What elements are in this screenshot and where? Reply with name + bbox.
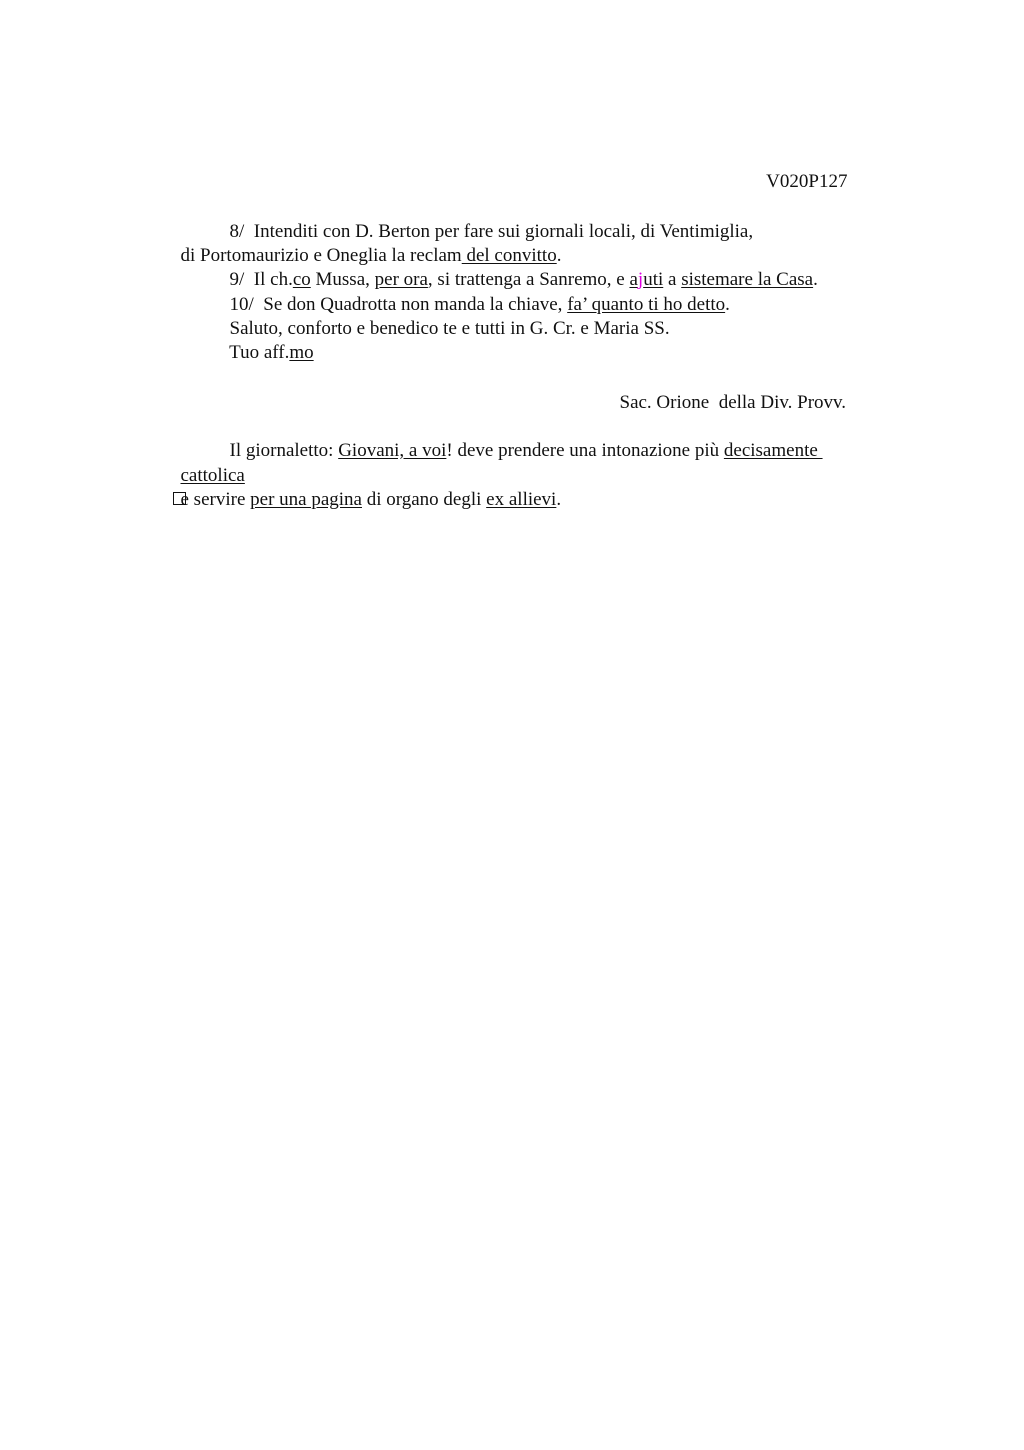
item-9-text-c: , si trattenga a Sanremo, e [427,269,630,290]
postscript-text-b: ! deve prendere una intonazione più [446,440,724,461]
punctuation: . [725,294,730,315]
greeting-text: Saluto, conforto e benedico te e tutti in G. Cr. e Maria SS. [229,318,670,339]
item-8-text: 8/ Intenditi con D. Berton per fare sui giornali locali, di Ventimiglia, [229,221,754,242]
page-code [757,146,847,194]
underlined-text: ex allievi [486,489,557,510]
punctuation: . [813,269,818,290]
underlined-text: uti [643,269,664,290]
underlined-text: sistemare la Casa [681,269,814,290]
punctuation: . [556,245,562,266]
postscript-text-a: Il giornaletto: [229,440,339,461]
postscript-text-d: di organo degli [361,489,487,510]
signature-text: Sac. Orione della Div. Provv. [619,392,847,413]
item-9-text-b: Mussa, [310,269,375,290]
page-code-text: V020P127 [766,171,848,192]
item-9-text-d: a [663,269,682,290]
signature [610,367,846,415]
underlined-text: mo [289,342,314,363]
underlined-text: del convitto [461,245,557,266]
postscript-line-3 [171,464,561,512]
closing [220,317,314,365]
underlined-text: Giovani, a voi [338,440,447,461]
closing-text: Tuo aff. [229,342,290,363]
item-9-text-a: 9/ Il ch. [229,269,293,290]
underlined-text: cattolica [180,465,245,486]
postscript-text-c: e servire [180,489,251,510]
square-box-icon [173,492,186,505]
underlined-text: per una pagina [250,489,362,510]
underlined-text: fa’ quanto ti ho detto [567,294,726,315]
item-10-text: 10/ Se don Quadrotta non manda la chiave, [229,294,568,315]
postscript-line-1 [220,415,823,463]
highlighted-letter: j [637,269,644,290]
underlined-text: co [292,269,311,290]
underlined-text: a [629,269,638,290]
item-8-text-2: di Portomaurizio e Oneglia la reclam [180,245,462,266]
underlined-text: per ora [374,269,428,290]
punctuation: . [556,489,562,510]
underlined-text: decisamente [723,440,823,461]
